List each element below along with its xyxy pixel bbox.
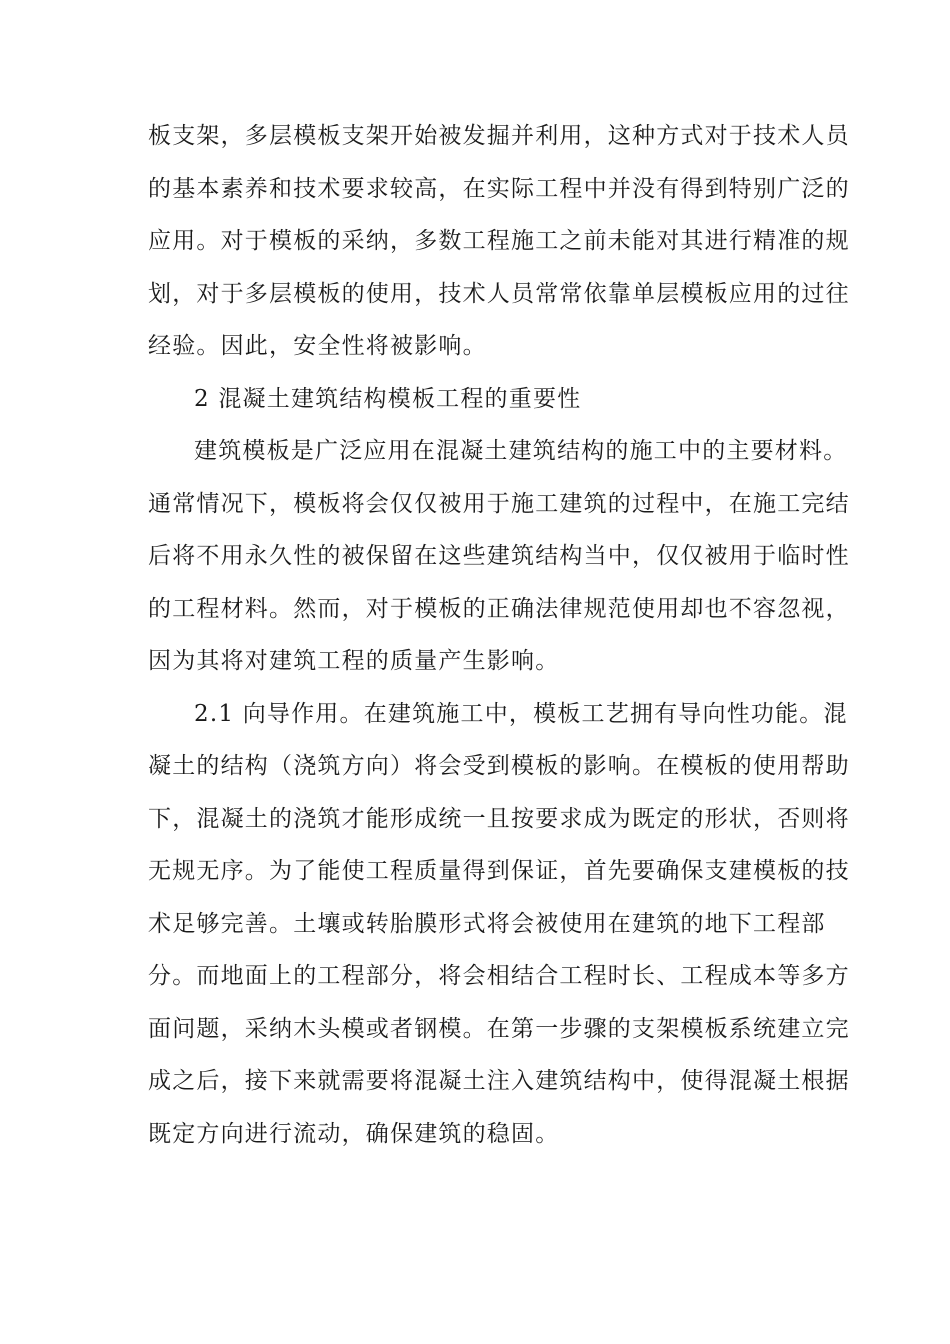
text-line: 的工程材料。然而，对于模板的正确法律规范使用却也不容忽视， <box>148 595 850 622</box>
section-heading <box>148 373 800 426</box>
paragraph-intro-continuation <box>148 110 850 373</box>
text-line: 建筑模板是广泛应用在混凝土建筑结构的施工中的主要材料。 <box>194 438 848 464</box>
text-line: 分。而地面上的工程部分，将会相结合工程时长、工程成本等多方 <box>148 963 850 989</box>
text-line: 后将不用永久性的被保留在这些建筑结构当中，仅仅被用于临时性 <box>148 543 850 569</box>
text-line: 下，混凝土的浇筑才能形成统一且按要求成为既定的形状，否则将 <box>148 805 850 832</box>
text-line: 成之后，接下来就需要将混凝土注入建筑结构中，使得混凝土根据 <box>148 1068 850 1094</box>
text-line: 经验。因此，安全性将被影响。 <box>148 333 487 359</box>
text-line: 面问题，采纳木头模或者钢模。在第一步骤的支架模板系统建立完 <box>148 1015 850 1042</box>
text-line: 术足够完善。土壤或转胎膜形式将会被使用在建筑的地下工程部 <box>148 910 826 937</box>
text-line: 因为其将对建筑工程的质量产生影响。 <box>148 648 560 674</box>
text-line: 凝土的结构（浇筑方向）将会受到模板的影响。在模板的使用帮助 <box>148 753 850 779</box>
text-line: 通常情况下，模板将会仅仅被用于施工建筑的过程中，在施工完结 <box>148 490 850 517</box>
text-line: 2.1 向导作用。在建筑施工中，模板工艺拥有导向性功能。混 <box>194 700 848 727</box>
text-line: 无规无序。为了能使工程质量得到保证，首先要确保支建模板的技 <box>148 858 850 884</box>
document-body <box>148 110 850 1160</box>
text-line: 既定方向进行流动，确保建筑的稳固。 <box>148 1120 560 1147</box>
text-line: 的基本素养和技术要求较高，在实际工程中并没有得到特别广泛的 <box>148 175 850 202</box>
heading-line: 2 混凝土建筑结构模板工程的重要性 <box>194 385 582 412</box>
text-line: 板支架，多层模板支架开始被发掘并利用，这种方式对于技术人员 <box>148 123 850 149</box>
paragraph-section-2-body <box>148 425 850 688</box>
text-line: 划，对于多层模板的使用，技术人员常常依靠单层模板应用的过往 <box>148 280 850 307</box>
text-line: 应用。对于模板的采纳，多数工程施工之前未能对其进行精准的规 <box>148 228 850 254</box>
paragraph-section-2-1 <box>148 688 850 1161</box>
